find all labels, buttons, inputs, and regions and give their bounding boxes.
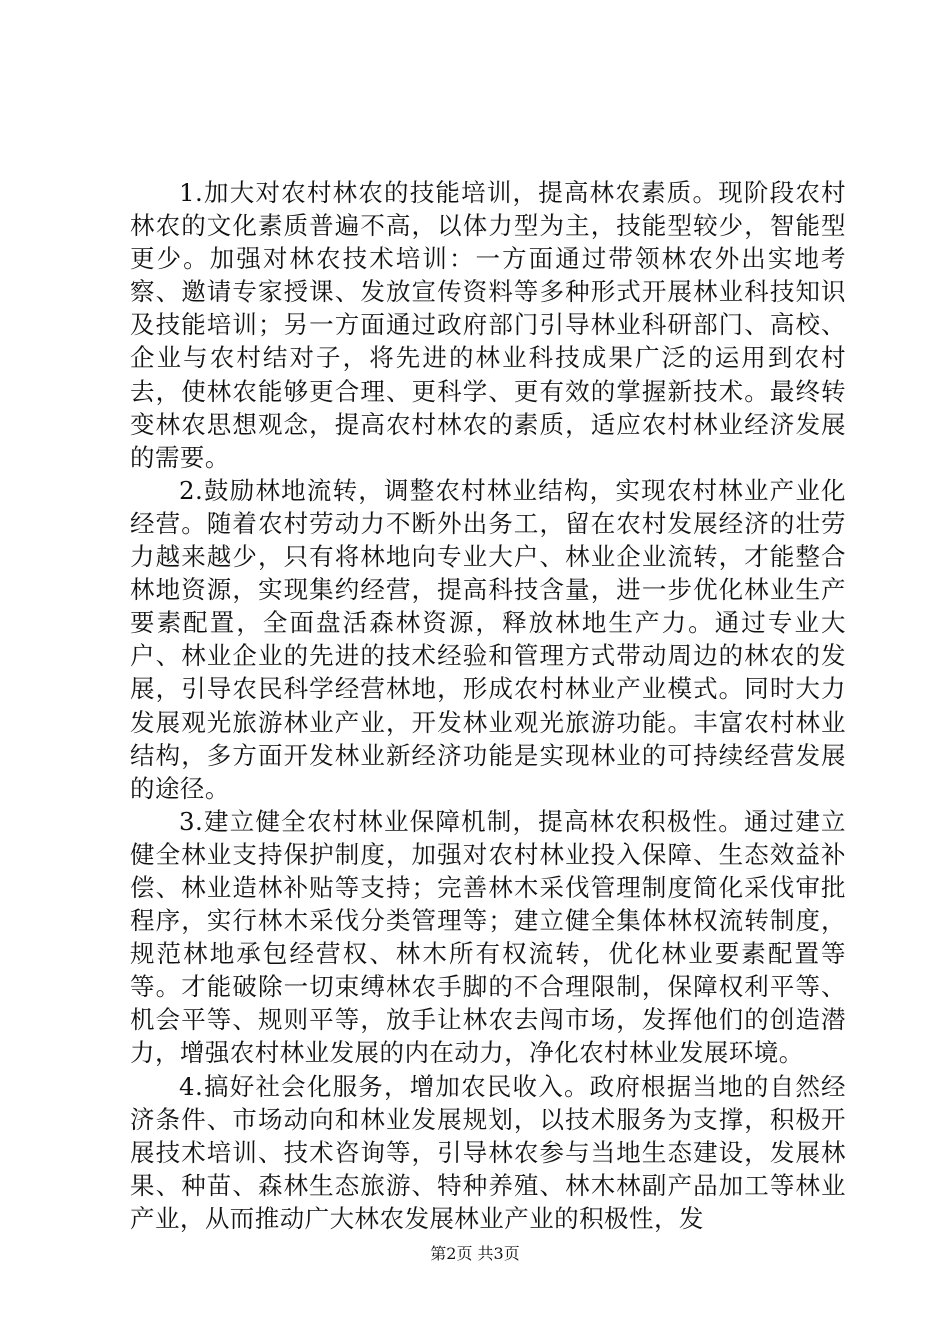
page-footer bbox=[0, 1244, 950, 1264]
paragraph-4: 4.搞好社会化服务，增加农民收入。政府根据当地的自然经济条件、市场动向和林业发展规划，以技术服务为支撑，积极开展技术培训、技术咨询等，引导林农参与当地生态建设，发展林果、种苗、森林生态旅游、特种养殖、林木林副产品加工等林业产业，从而推动广大林农发展林业产业的积极性，发 bbox=[130, 1071, 846, 1233]
paragraph-1: 1.加大对农村林农的技能培训，提高林农素质。现阶段农村林农的文化素质普遍不高，以体力型为主，技能型较少，智能型更少。加强对林农技术培训：一方面通过带领林农外出实地考察、邀请专家授课、发放宣传资料等多种形式开展林业科技知识及技能培训；另一方面通过政府部门引导林业科研部门、高校、企业与农村结对子，将先进的林业科技成果广泛的运用到农村去，使林农能够更合理、更科学、更有效的掌握新技术。最终转变林农思想观念，提高农村林农的素质，适应农村林业经济发展的需要。 bbox=[130, 178, 846, 472]
paragraph-2: 2.鼓励林地流转，调整农村林业结构，实现农村林业产业化经营。随着农村劳动力不断外出务工，留在农村发展经济的壮劳力越来越少，只有将林地向专业大户、林业企业流转，才能整合林地资源，实现集约经营，提高科技含量，进一步优化林业生产要素配置，全面盘活森林资源，释放林地生产力。通过专业大户、林业企业的先进的技术经验和管理方式带动周边的林农的发展，引导农民科学经营林地，形成农村林业产业模式。同时大力发展观光旅游林业产业，开发林业观光旅游功能。丰富农村林业结构，多方面开发林业新经济功能是实现林业的可持续经营发展的途径。 bbox=[130, 475, 846, 803]
page-number: 第2页 共3页 bbox=[430, 1244, 520, 1263]
paragraph-3: 3.建立健全农村林业保障机制，提高林农积极性。通过建立健全林业支持保护制度，加强对农村林业投入保障、生态效益补偿、林业造林补贴等支持；完善林木采伐管理制度简化采伐审批程序，实行林木采伐分类管理等；建立健全集体林权流转制度，规范林地承包经营权、林木所有权流转，优化林业要素配置等等。才能破除一切束缚林农手脚的不合理限制，保障权利平等、机会平等、规则平等，放手让林农去闯市场，发挥他们的创造潜力，增强农村林业发展的内在动力，净化农村林业发展环境。 bbox=[130, 806, 846, 1068]
document-body bbox=[130, 176, 846, 1235]
